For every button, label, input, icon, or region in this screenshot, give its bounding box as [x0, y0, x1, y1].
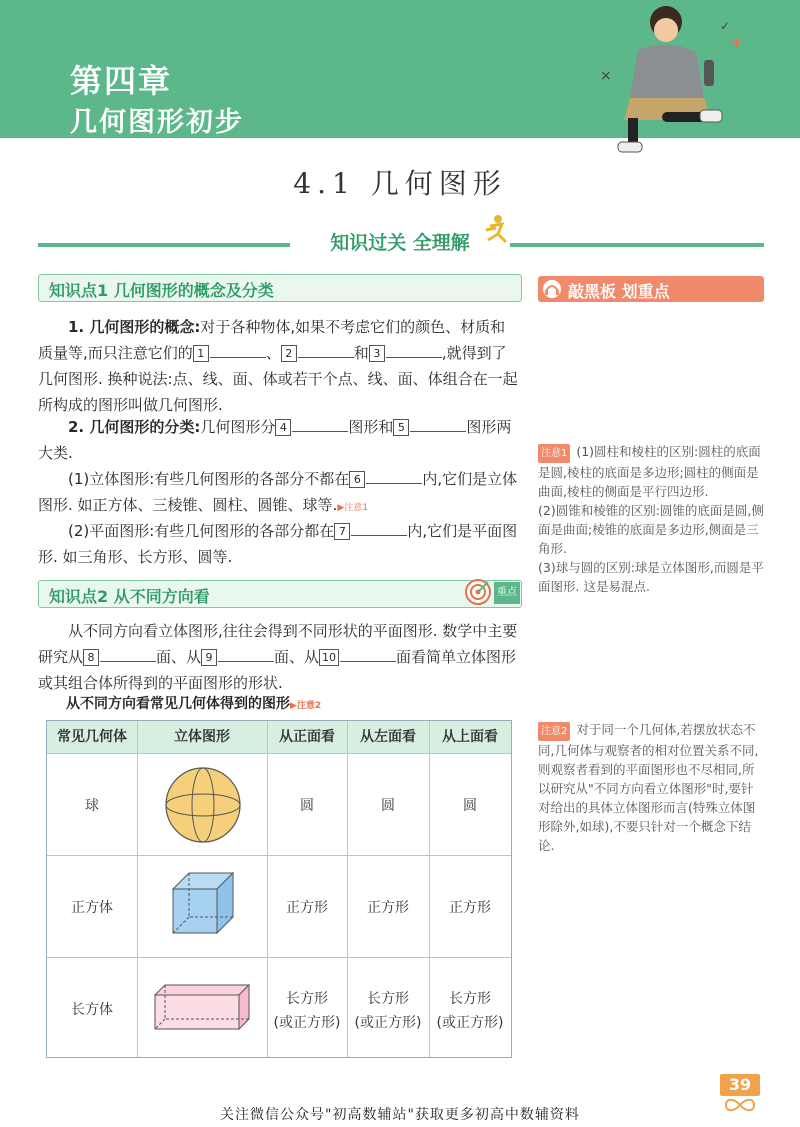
banner-text: 知识过关 全理解	[300, 228, 500, 255]
note-1-tag[interactable]: ▶注意1	[337, 503, 368, 513]
row-cuboid-top	[429, 987, 511, 1035]
table-caption-text: 从不同方向看常见几何体得到的图形	[66, 696, 290, 712]
svg-text:×: ×	[600, 68, 612, 84]
runner-icon	[484, 214, 508, 244]
headphones-icon	[542, 279, 562, 299]
kp1-p2-text-a: 几何图形分	[200, 418, 276, 436]
cube-figure	[169, 869, 239, 939]
blank-number-9: 9	[201, 649, 217, 666]
table-divider	[47, 957, 511, 958]
kp1-p4-text-b: 内,它们是平面图形. 如三角形、长方形、圆等.	[38, 522, 518, 566]
kp1-p1-sep1: 、	[265, 344, 281, 362]
knowledge-point-2-header	[38, 580, 522, 608]
row-sphere-left: 圆	[381, 798, 395, 814]
blank-5[interactable]	[410, 431, 466, 432]
sphere-figure	[163, 765, 243, 845]
kp1-paragraph-2	[38, 414, 520, 466]
blank-number-4: 4	[275, 419, 291, 436]
blank-10[interactable]	[340, 661, 396, 662]
note-2-text: 对于同一个几何体,若摆放状态不同,几何体与观察者的相对位置关系不同,则观察者看到的平面图形也不尽相同,所以研究从"不同方向看立体图形"时,要针对给出的具体立体图形而言(特殊立体图形除外,如球),不要只针对一个概念下结论.	[538, 722, 759, 853]
footer-note: 关注微信公众号"初高数辅站"获取更多初高中数辅资料	[220, 1107, 580, 1123]
row-cuboid-left-line1: 长方形	[367, 991, 409, 1007]
banner-line-right	[510, 243, 764, 247]
table-divider	[47, 855, 511, 856]
cuboid-figure	[151, 981, 255, 1033]
kp1-p1-text-a: 对于各种物体,如果不考虑它们的颜色、材质和质量等,而只注意它们的	[38, 318, 506, 362]
blank-6[interactable]	[366, 483, 422, 484]
table-header-front: 从正面看	[267, 721, 347, 753]
blank-4[interactable]	[292, 431, 348, 432]
kp1-p1-label: 1. 几何图形的概念:	[68, 318, 201, 336]
knowledge-point-2-title: 知识点2 从不同方向看	[49, 587, 210, 606]
table-divider	[137, 721, 138, 1057]
note-2-label: 注意2	[538, 722, 570, 741]
row-cuboid-front	[267, 987, 347, 1035]
row-cube-left: 正方形	[367, 900, 409, 916]
chapter-title: 第四章	[70, 62, 173, 100]
sidebar-header	[538, 276, 764, 302]
table-divider	[47, 753, 511, 754]
row-cube-name: 正方体	[71, 900, 113, 916]
key-point-badge: 重点	[494, 582, 520, 604]
target-icon	[464, 578, 492, 606]
row-cube-front: 正方形	[286, 900, 328, 916]
row-cube-top: 正方形	[449, 900, 491, 916]
blank-1[interactable]	[210, 357, 266, 358]
blank-number-2: 2	[281, 345, 297, 362]
kp1-paragraph-4	[38, 518, 520, 570]
blank-2[interactable]	[298, 357, 354, 358]
row-sphere-name: 球	[85, 798, 99, 814]
note-2	[538, 720, 764, 855]
blank-number-5: 5	[393, 419, 409, 436]
row-cuboid-name: 长方体	[71, 1002, 113, 1018]
table-header-figure: 立体图形	[137, 721, 267, 753]
blank-7[interactable]	[351, 535, 407, 536]
kp2-p1-text-c: 面、从	[274, 648, 320, 666]
page-number: 39	[720, 1074, 760, 1096]
note-1-text-3: (3)球与圆的区别:球是立体图形,而圆是平面图形. 这是易混点.	[538, 560, 764, 594]
blank-3[interactable]	[386, 357, 442, 358]
knowledge-point-1-header	[38, 274, 522, 302]
note-1	[538, 442, 764, 596]
row-cuboid-top-line2: (或正方形)	[436, 1015, 504, 1031]
kp1-p2-label: 2. 几何图形的分类:	[68, 418, 201, 436]
note-1-text: (1)圆柱和棱柱的区别:圆柱的底面是圆,棱柱的底面是多边形;圆柱的侧面是曲面,棱柱的侧面是平行四边形.	[538, 444, 761, 499]
svg-text:✓: ✓	[720, 19, 731, 33]
views-table	[46, 720, 512, 1058]
kp1-paragraph-1	[38, 314, 520, 418]
kp2-paragraph-1	[38, 618, 520, 696]
sidebar-title: 敲黑板 划重点	[568, 282, 670, 301]
table-header-solid: 常见几何体	[47, 721, 137, 753]
blank-number-6: 6	[349, 471, 365, 488]
kp1-p3-text-b: 内,它们是立体图形. 如正方体、三棱锥、圆柱、圆锥、球等.	[38, 470, 518, 514]
row-cuboid-left-line2: (或正方形)	[354, 1015, 422, 1031]
blank-8[interactable]	[100, 661, 156, 662]
row-cuboid-left	[347, 987, 429, 1035]
blank-number-8: 8	[83, 649, 99, 666]
blank-number-7: 7	[334, 523, 350, 540]
section-title: 4.1 几何图形	[293, 167, 507, 200]
kp2-p1-text-b: 面、从	[156, 648, 202, 666]
banner-line-left	[38, 243, 290, 247]
chapter-subtitle: 几何图形初步	[70, 107, 244, 138]
table-caption	[66, 693, 321, 713]
row-sphere-front: 圆	[300, 798, 314, 814]
blank-number-3: 3	[369, 345, 385, 362]
row-cuboid-front-line2: (或正方形)	[273, 1015, 341, 1031]
kp1-p2-text-c: 图形两大类.	[38, 418, 512, 462]
blank-9[interactable]	[218, 661, 274, 662]
blank-number-1: 1	[193, 345, 209, 362]
kp1-p2-text-b: 图形和	[348, 418, 394, 436]
kp1-p1-sep2: 和	[353, 344, 369, 362]
row-cuboid-front-line1: 长方形	[286, 991, 328, 1007]
table-header-top: 从上面看	[429, 721, 511, 753]
kp1-paragraph-3	[38, 466, 520, 521]
row-sphere-top: 圆	[463, 798, 477, 814]
note-1-label: 注意1	[538, 444, 570, 463]
kp1-p1-text-b: ,就得到了几何图形. 换种说法:点、线、面、体或若干个点、线、面、体组合在一起所构成的图形叫做几何图形.	[38, 344, 518, 414]
note-1-text-2: (2)圆锥和棱锥的区别:圆锥的底面是圆,侧面是曲面;棱锥的底面是多边形,侧面是三角形.	[538, 503, 764, 556]
svg-text:+: +	[730, 33, 744, 52]
blank-number-10: 10	[319, 649, 339, 666]
knowledge-point-1-title: 知识点1 几何图形的概念及分类	[49, 281, 274, 300]
row-cuboid-top-line1: 长方形	[449, 991, 491, 1007]
kp2-p1-text-d: 面看简单立体图形或其组合体所得到的平面图形的形状.	[38, 648, 517, 692]
student-illustration	[600, 0, 750, 165]
kp1-p4-text-a: (2)平面图形:有些几何图形的各部分都在	[68, 522, 335, 540]
kp2-p1-text-a: 从不同方向看立体图形,往往会得到不同形状的平面图形. 数学中主要研究从	[38, 622, 518, 666]
kp1-p3-text-a: (1)立体图形:有些几何图形的各部分不都在	[68, 470, 350, 488]
note-2-tag[interactable]: ▶注意2	[290, 701, 322, 711]
table-header-left: 从左面看	[347, 721, 429, 753]
